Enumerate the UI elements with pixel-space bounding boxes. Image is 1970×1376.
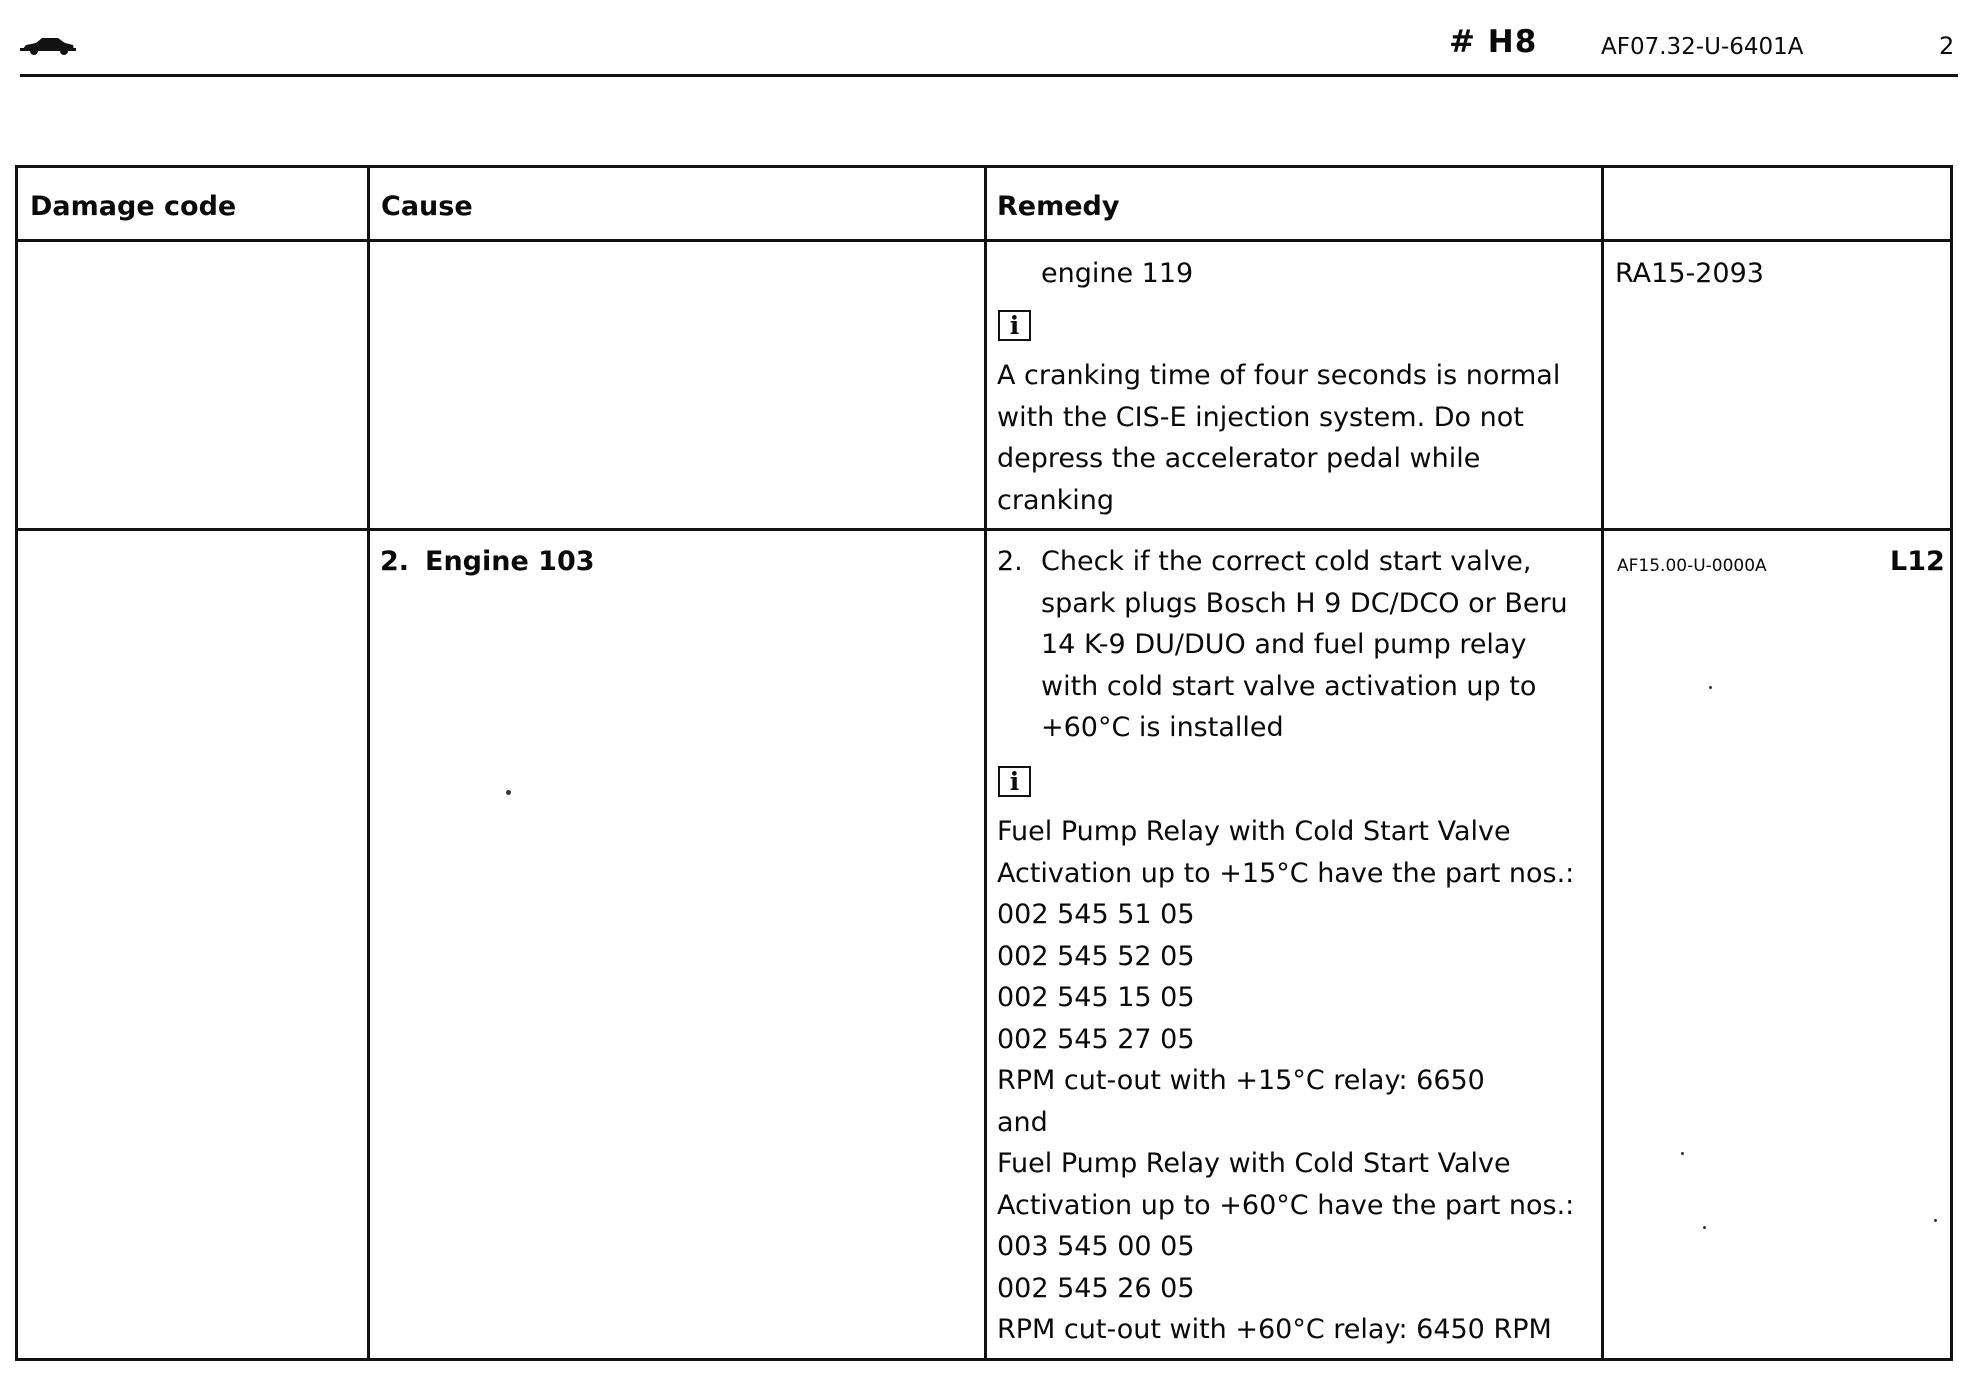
rpm-cutout-line: RPM cut-out with +60°C relay: 6450 RPM bbox=[997, 1314, 1552, 1345]
part-number: 002 545 15 05 bbox=[997, 982, 1195, 1013]
remedy-note-line: A cranking time of four seconds is normal bbox=[997, 360, 1561, 391]
remedy-info-line: Activation up to +15°C have the part nos.: bbox=[997, 857, 1575, 889]
remedy-number: 2. bbox=[997, 546, 1023, 577]
remedy-info bbox=[997, 811, 1574, 1351]
page-number: 2 bbox=[1939, 32, 1955, 60]
remedy-check-line: 14 K-9 DU/DUO and fuel pump relay bbox=[1041, 629, 1527, 660]
remedy-check-line: +60°C is installed bbox=[1041, 712, 1284, 743]
part-number: 002 545 52 05 bbox=[997, 940, 1195, 972]
scan-speck bbox=[1709, 686, 1712, 689]
part-number: 002 545 26 05 bbox=[997, 1272, 1195, 1304]
reference-code: RA15-2093 bbox=[1615, 258, 1764, 289]
remedy-check bbox=[1041, 541, 1568, 749]
scan-speck bbox=[1703, 1226, 1706, 1229]
column-header-remedy: Remedy bbox=[997, 191, 1120, 222]
reference-code: AF15.00-U-0000A bbox=[1617, 556, 1767, 576]
remedy-check-line: Check if the correct cold start valve, bbox=[1041, 546, 1532, 577]
column-divider bbox=[367, 165, 370, 1361]
part-number: 002 545 51 05 bbox=[997, 899, 1195, 930]
remedy-check-line: spark plugs Bosch H 9 DC/DCO or Beru bbox=[1041, 587, 1568, 619]
column-divider bbox=[1601, 165, 1604, 1361]
remedy-check-line: with cold start valve activation up to bbox=[1041, 670, 1537, 702]
remedy-info-line: Fuel Pump Relay with Cold Start Valve bbox=[997, 816, 1511, 847]
column-header-cause: Cause bbox=[381, 191, 473, 222]
row-divider bbox=[15, 528, 1953, 531]
document-reference: AF07.32-U-6401A bbox=[1601, 34, 1804, 60]
rpm-cutout-line: RPM cut-out with +15°C relay: 6650 bbox=[997, 1065, 1485, 1096]
scan-speck bbox=[1681, 1152, 1684, 1155]
location-code: L12 bbox=[1890, 546, 1945, 577]
scan-speck bbox=[506, 790, 511, 795]
remedy-note-line: with the CIS-E injection system. Do not bbox=[997, 401, 1524, 433]
header-row-divider bbox=[15, 239, 1953, 242]
remedy-info-line: and bbox=[997, 1106, 1048, 1138]
cause-text: Engine 103 bbox=[425, 546, 595, 577]
remedy-note bbox=[997, 355, 1560, 521]
remedy-line: engine 119 bbox=[1041, 258, 1194, 289]
part-number: 002 545 27 05 bbox=[997, 1023, 1195, 1055]
info-icon: i bbox=[998, 310, 1031, 341]
cause-number: 2. bbox=[380, 546, 410, 577]
column-divider bbox=[984, 165, 987, 1361]
remedy-info-line: Fuel Pump Relay with Cold Start Valve bbox=[997, 1148, 1511, 1179]
info-icon: i bbox=[998, 766, 1031, 797]
column-header-damage-code: Damage code bbox=[30, 191, 237, 222]
document-code: # H8 bbox=[1449, 24, 1538, 60]
remedy-note-line: cranking bbox=[997, 484, 1114, 516]
part-number: 003 545 00 05 bbox=[997, 1231, 1195, 1262]
header-divider bbox=[20, 74, 1958, 77]
scan-speck bbox=[1934, 1219, 1937, 1222]
car-icon bbox=[20, 34, 76, 56]
remedy-info-line: Activation up to +60°C have the part nos.: bbox=[997, 1189, 1575, 1221]
remedy-note-line: depress the accelerator pedal while bbox=[997, 443, 1481, 474]
